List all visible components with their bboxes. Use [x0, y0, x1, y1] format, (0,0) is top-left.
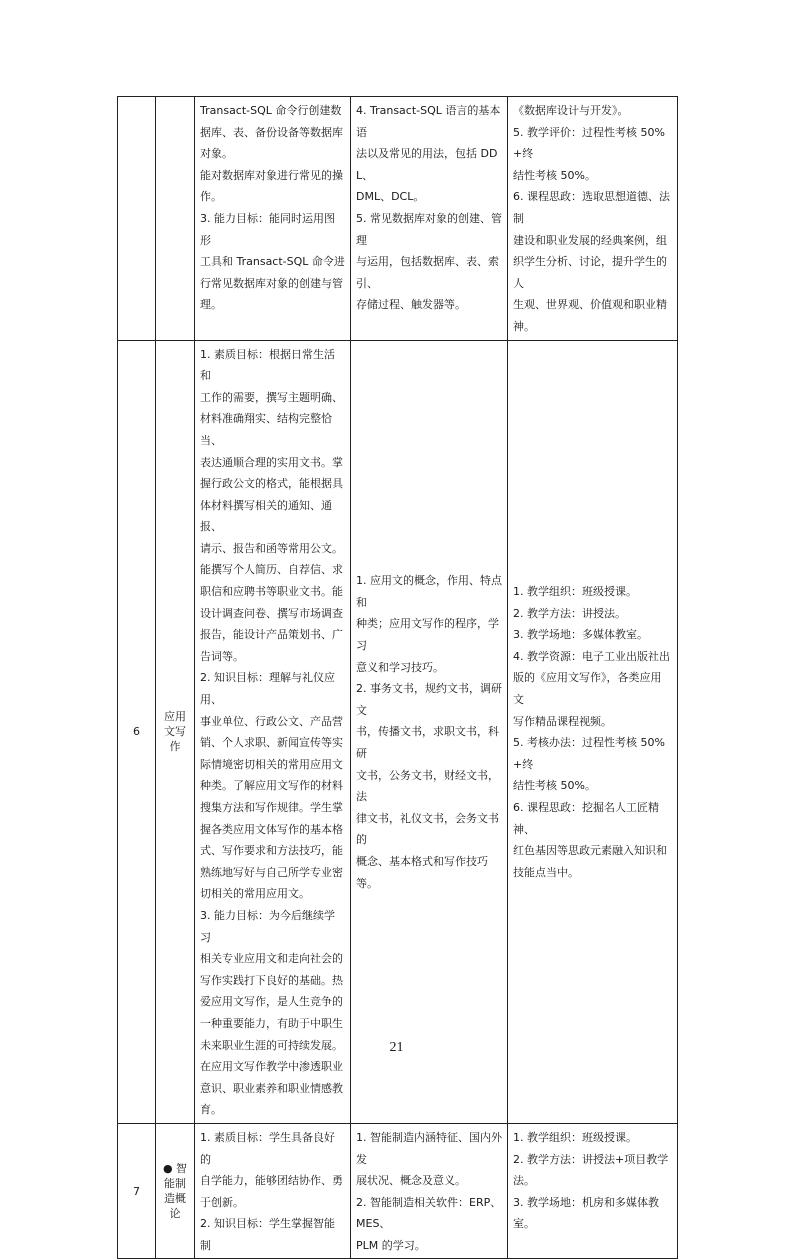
cell-line: 设计调查问卷、撰写市场调查 — [200, 606, 343, 620]
cell-line: 工具和 Transact-SQL 命令进 — [200, 255, 345, 269]
cell-line: 6. 课程思政：挖掘名人工匠精神、 — [513, 801, 659, 836]
course-name: ● 智能制造概论 — [156, 1123, 195, 1259]
cell-line: 握行政公文的格式，能根据具 — [200, 477, 343, 491]
cell-line: 结性考核 50%。 — [513, 168, 596, 182]
course-objectives — [195, 1123, 351, 1259]
cell-line: 意义和学习技巧。 — [356, 660, 444, 674]
cell-line: 概念、基本格式和写作技巧等。 — [356, 854, 488, 890]
cell-line: 作。 — [200, 190, 222, 204]
cell-line: 搜集方法和写作规律。学生掌 — [200, 801, 343, 814]
cell-line: 未来职业生涯的可持续发展。 — [200, 1038, 343, 1052]
table-row — [118, 1123, 678, 1259]
cell-line: 种类；应用文写作的程序，学习 — [356, 617, 499, 653]
cell-line: 织学生分析、讨论，提升学生的人 — [513, 255, 667, 290]
cell-line: 据库、表、备份设备等数据库 — [200, 125, 343, 139]
cell-line: 切相关的常用应用文。 — [200, 887, 310, 901]
cell-line: 建设和职业发展的经典案例，组 — [513, 233, 667, 247]
cell-line: 对象。 — [200, 147, 233, 161]
cell-line: 2. 知识目标：学生掌握智能制 — [200, 1217, 335, 1252]
cell-line: 能对数据库对象进行常见的操 — [200, 168, 343, 182]
cell-line: 展状况、概念及意义。 — [356, 1174, 466, 1188]
cell-line: 熟练地写好与自己所学专业密 — [200, 865, 343, 879]
cell-line: 握各类应用文体写作的基本格 — [200, 822, 343, 836]
cell-line: 1. 素质目标：根据日常生活和 — [200, 347, 335, 383]
cell-line: 相关专业应用文和走向社会的 — [200, 952, 343, 966]
cell-line: 报告，能设计产品策划书、广 — [200, 628, 343, 642]
cell-line: 神。 — [513, 319, 535, 333]
course-objectives — [195, 97, 351, 341]
cell-line: 《数据库设计与开发》。 — [513, 104, 629, 117]
course-content — [351, 340, 508, 1123]
table-row — [118, 97, 678, 341]
cell-line: 式、写作要求和方法技巧，能 — [200, 844, 343, 858]
cell-line: Transact-SQL 命令行创建数 — [200, 104, 342, 117]
cell-line: 6. 课程思政：选取思想道德、法制 — [513, 190, 670, 225]
teaching-requirements — [508, 1123, 678, 1259]
cell-line: PLM 的学习。 — [356, 1238, 426, 1252]
cell-line: 于创新。 — [200, 1195, 244, 1209]
cell-line: 种类。了解应用文写作的材料 — [200, 779, 343, 793]
cell-line: 销、个人求职、新闻宣传等实 — [200, 736, 343, 750]
cell-line: 3. 教学场地：机房和多媒体教室。 — [513, 1195, 659, 1231]
course-number: 7 — [118, 1123, 156, 1259]
course-name — [156, 97, 195, 341]
cell-line: 事业单位、行政公文、产品营 — [200, 714, 343, 728]
cell-line: 2. 教学方法：讲授法+项目教学 — [513, 1152, 669, 1166]
cell-line: 一种重要能力，有助于中职生 — [200, 1016, 343, 1030]
cell-line: 生观、世界观、价值观和职业精 — [513, 298, 667, 312]
cell-line: 3. 教学场地：多媒体教室。 — [513, 628, 648, 642]
cell-line: 行常见数据库对象的创建与管 — [200, 276, 343, 290]
table-row — [118, 340, 678, 1123]
cell-line: 职信和应聘书等职业文书。能 — [200, 585, 343, 599]
cell-line: 1. 素质目标：学生具备良好的 — [200, 1130, 335, 1166]
cell-line: 存储过程、触发器等。 — [356, 298, 466, 312]
page-number: 21 — [389, 1040, 404, 1055]
cell-line: 爱应用文写作，是人生竞争的 — [200, 995, 343, 1009]
cell-line: 4. Transact-SQL 语言的基本语 — [356, 104, 501, 139]
cell-line: 体材料撰写相关的通知、通报、 — [200, 498, 332, 534]
cell-line: 告词等。 — [200, 649, 244, 663]
cell-line: 版的《应用文写作》，各类应用文 — [513, 671, 662, 707]
cell-line: 律文书，礼仪文书，会务文书的 — [356, 811, 499, 847]
cell-line: 4. 教学资源：电子工业出版社出 — [513, 649, 670, 663]
cell-line: 结性考核 50%。 — [513, 779, 596, 793]
cell-line: 育。 — [200, 1103, 222, 1117]
cell-line: 5. 考核办法：过程性考核 50%+终 — [513, 736, 665, 771]
cell-line: DML、DCL。 — [356, 190, 425, 204]
cell-line: 与运用，包括数据库、表、索引、 — [356, 255, 499, 290]
cell-line: 请示、报告和函等常用公文。 — [200, 541, 343, 555]
cell-line: 自学能力，能够团结协作、勇 — [200, 1174, 343, 1188]
teaching-requirements — [508, 97, 678, 341]
cell-line: 写作精品课程视频。 — [513, 714, 612, 728]
cell-line: 2. 事务文书，规约文书，调研文 — [356, 682, 502, 717]
cell-line: 表达通顺合理的实用文书。掌 — [200, 455, 343, 469]
course-objectives — [195, 340, 351, 1123]
course-content — [351, 97, 508, 341]
cell-line: 红色基因等思政元素融入知识和 — [513, 844, 667, 858]
cell-line: 书，传播文书，求职文书，科研 — [356, 725, 499, 761]
cell-line: 意识、职业素养和职业情感教 — [200, 1081, 343, 1095]
cell-line: 1. 教学组织：班级授课。 — [513, 1130, 637, 1144]
course-number — [118, 97, 156, 341]
course-name: 应用文写作 — [156, 340, 195, 1123]
course-number: 6 — [118, 340, 156, 1123]
cell-line: 际情境密切相关的常用应用文 — [200, 757, 343, 771]
cell-line: 在应用文写作教学中渗透职业 — [200, 1060, 343, 1074]
cell-line: 1. 教学组织：班级授课。 — [513, 585, 637, 599]
cell-line: 2. 知识目标：理解与礼仪应用、 — [200, 671, 335, 707]
cell-line: 5. 教学评价：过程性考核 50%+终 — [513, 125, 665, 161]
cell-line: 2. 智能制造相关软件：ERP、MES、 — [356, 1195, 502, 1231]
cell-line: 理。 — [200, 298, 222, 312]
cell-line: 1. 应用文的概念，作用、特点和 — [356, 574, 502, 609]
cell-line: 材料准确翔实、结构完整恰当、 — [200, 412, 332, 447]
cell-line: 能撰写个人简历、自荐信、求 — [200, 563, 343, 577]
cell-line: 3. 能力目标：能同时运用图形 — [200, 211, 335, 247]
cell-line: 法。 — [513, 1174, 535, 1188]
course-content — [351, 1123, 508, 1259]
cell-line: 技能点当中。 — [513, 865, 579, 879]
cell-line: 2. 教学方法：讲授法。 — [513, 606, 626, 620]
cell-line: 法以及常见的用法，包括 DDL、 — [356, 147, 498, 182]
teaching-requirements — [508, 340, 678, 1123]
cell-line: 5. 常见数据库对象的创建、管理 — [356, 211, 502, 247]
cell-line: 工作的需要，撰写主题明确、 — [200, 390, 343, 404]
curriculum-table — [117, 96, 678, 1259]
cell-line: 文书，公务文书，财经文书，法 — [356, 768, 499, 804]
cell-line: 3. 能力目标：为今后继续学习 — [200, 908, 335, 944]
cell-line: 写作实践打下良好的基础。热 — [200, 973, 343, 987]
cell-line: 1. 智能制造内涵特征、国内外发 — [356, 1130, 502, 1166]
